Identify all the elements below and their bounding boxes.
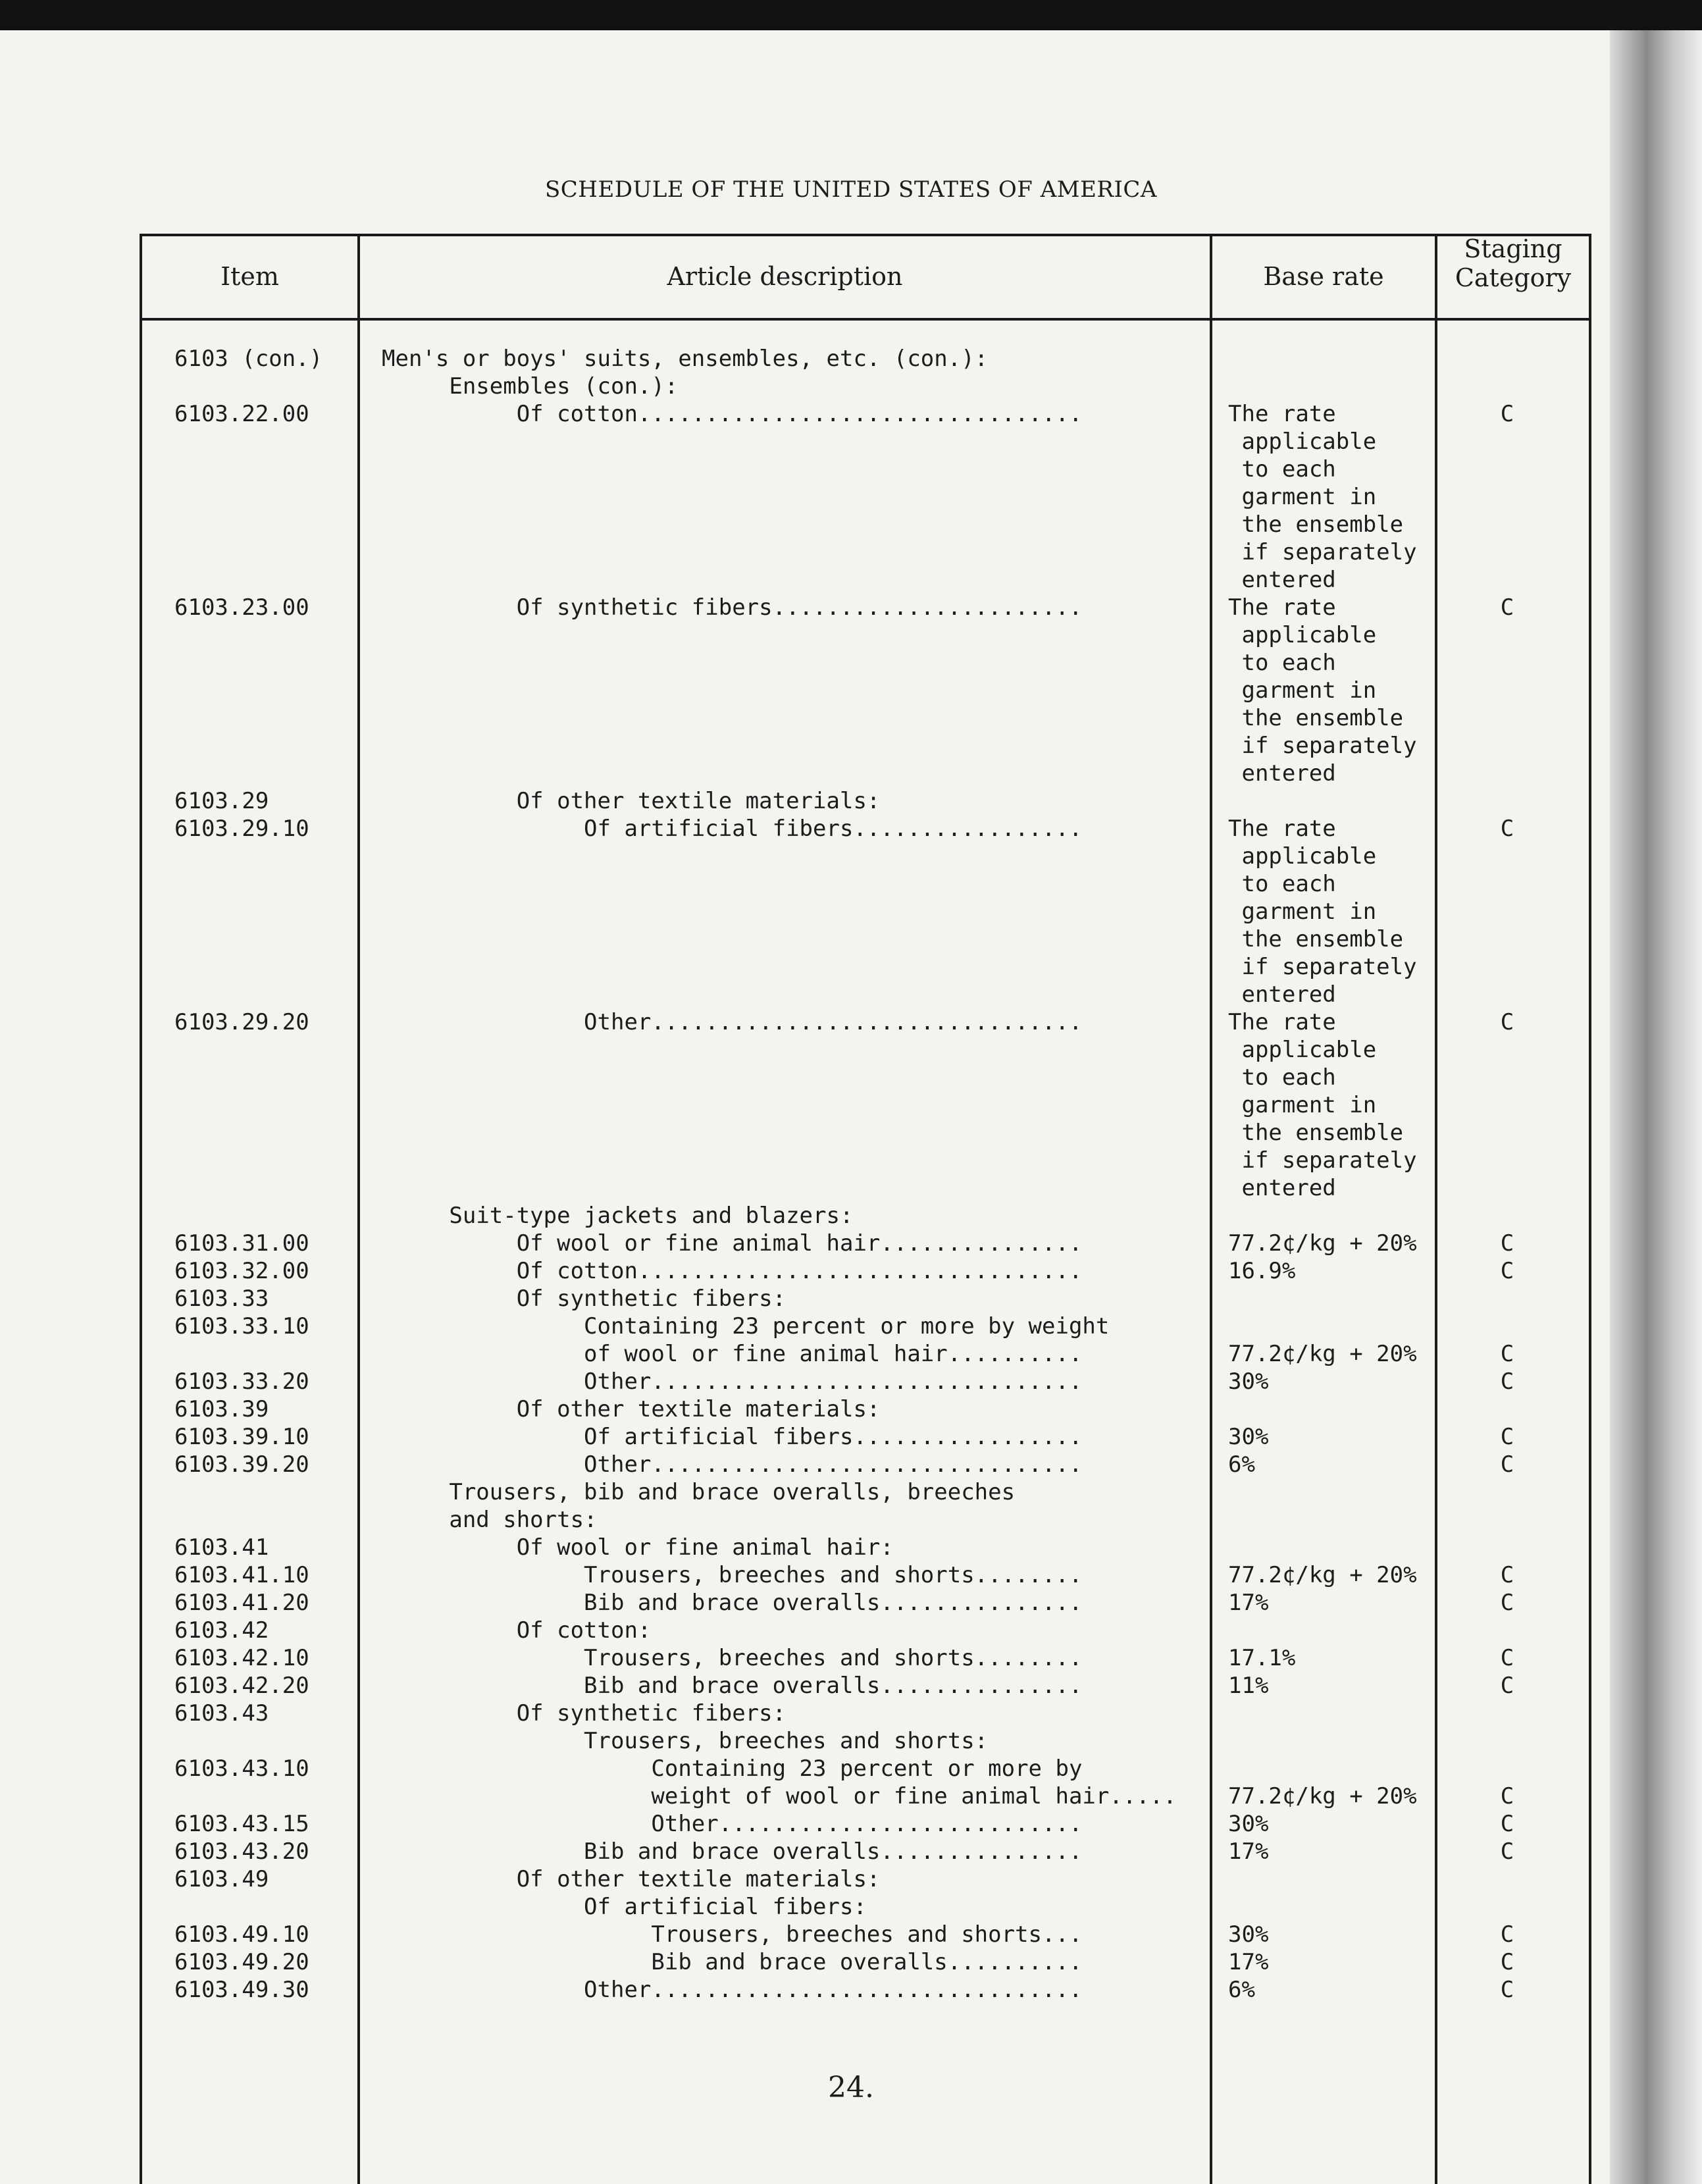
staging-category: C <box>1500 816 1514 842</box>
base-rate: 17.1% <box>1228 1645 1296 1671</box>
article-description: Bib and brace overalls............... <box>382 1673 1083 1699</box>
column-header-description: Article description <box>667 262 903 291</box>
base-rate: applicable <box>1228 622 1377 648</box>
staging-category: C <box>1500 1921 1514 1948</box>
base-rate: 30% <box>1228 1368 1269 1395</box>
base-rate: 30% <box>1228 1811 1269 1837</box>
base-rate: garment in <box>1228 898 1377 925</box>
table-row <box>0 1174 1610 1202</box>
base-rate: 30% <box>1228 1424 1269 1450</box>
table-row <box>0 1091 1610 1119</box>
table-row <box>0 1478 1610 1506</box>
article-description: Other................................ <box>382 1451 1083 1478</box>
article-description: Of cotton: <box>382 1617 652 1644</box>
base-rate: 77.2¢/kg + 20% <box>1228 1783 1417 1809</box>
base-rate: to each <box>1228 871 1336 897</box>
article-description: Of synthetic fibers: <box>382 1700 787 1727</box>
article-description: Of artificial fibers: <box>382 1894 867 1920</box>
staging-category: C <box>1500 1009 1514 1035</box>
staging-category: C <box>1500 594 1514 621</box>
table-row <box>0 1230 1610 1257</box>
article-description: Bib and brace overalls............... <box>382 1838 1083 1865</box>
table-row <box>0 1561 1610 1589</box>
article-description: and shorts: <box>382 1507 598 1533</box>
table-row <box>0 787 1610 815</box>
table-row <box>0 1285 1610 1313</box>
staging-category: C <box>1500 1424 1514 1450</box>
base-rate: 11% <box>1228 1673 1269 1699</box>
staging-category: C <box>1500 1645 1514 1671</box>
page-title: SCHEDULE OF THE UNITED STATES OF AMERICA <box>545 176 1157 203</box>
table-row <box>0 1064 1610 1091</box>
item-code: 6103.39.10 <box>174 1424 309 1450</box>
article-description: Of synthetic fibers....................... <box>382 594 1083 621</box>
staging-category: C <box>1500 1258 1514 1284</box>
table-row <box>0 1340 1610 1368</box>
base-rate: The rate <box>1228 594 1336 621</box>
article-description: Other................................ <box>382 1368 1083 1395</box>
table-row <box>0 1921 1610 1948</box>
item-code: 6103.33.10 <box>174 1313 309 1339</box>
article-description: Of cotton................................. <box>382 401 1083 427</box>
item-code: 6103.49.30 <box>174 1977 309 2003</box>
base-rate: if separately <box>1228 954 1417 980</box>
base-rate: 30% <box>1228 1921 1269 1948</box>
item-code: 6103.49.10 <box>174 1921 309 1948</box>
item-code: 6103.29.10 <box>174 816 309 842</box>
base-rate: 17% <box>1228 1590 1269 1616</box>
table-row <box>0 1755 1610 1782</box>
staging-category: C <box>1500 1811 1514 1837</box>
item-code: 6103.49 <box>174 1866 269 1892</box>
table-row <box>0 1589 1610 1617</box>
base-rate: The rate <box>1228 816 1336 842</box>
item-code: 6103.43 <box>174 1700 269 1727</box>
article-description: Of other textile materials: <box>382 788 881 814</box>
item-code: 6103.39.20 <box>174 1451 309 1478</box>
article-description: Of cotton................................. <box>382 1258 1083 1284</box>
table-row <box>0 1672 1610 1700</box>
article-description: Trousers, breeches and shorts: <box>382 1728 989 1754</box>
article-description: Other................................ <box>382 1977 1083 2003</box>
staging-category: C <box>1500 1562 1514 1588</box>
table-row <box>0 1838 1610 1865</box>
item-code: 6103.42.10 <box>174 1645 309 1671</box>
base-rate: applicable <box>1228 429 1377 455</box>
item-code: 6103.43.20 <box>174 1838 309 1865</box>
article-description: of wool or fine animal hair.......... <box>382 1341 1083 1367</box>
item-code: 6103.33.20 <box>174 1368 309 1395</box>
item-code: 6103.32.00 <box>174 1258 309 1284</box>
table-row <box>0 760 1610 787</box>
base-rate: applicable <box>1228 843 1377 870</box>
table-row <box>0 1423 1610 1451</box>
base-rate: the ensemble <box>1228 926 1404 952</box>
binding-edge <box>1610 30 1702 2184</box>
base-rate: 6% <box>1228 1451 1255 1478</box>
article-description: Bib and brace overalls.......... <box>382 1949 1083 1975</box>
staging-category: C <box>1500 1977 1514 2003</box>
table-row <box>0 1368 1610 1395</box>
table-row <box>0 843 1610 870</box>
article-description: Of wool or fine animal hair............... <box>382 1230 1083 1257</box>
table-row <box>0 1727 1610 1755</box>
base-rate: The rate <box>1228 401 1336 427</box>
table-row <box>0 925 1610 953</box>
item-code: 6103.41 <box>174 1534 269 1561</box>
base-rate: 6% <box>1228 1977 1255 2003</box>
table-row <box>0 898 1610 925</box>
staging-category: C <box>1500 401 1514 427</box>
table-row <box>0 511 1610 538</box>
base-rate: 77.2¢/kg + 20% <box>1228 1341 1417 1367</box>
table-row <box>0 1810 1610 1838</box>
staging-category: C <box>1500 1590 1514 1616</box>
table-row <box>0 1617 1610 1644</box>
article-description: Of other textile materials: <box>382 1866 881 1892</box>
table-row <box>0 455 1610 483</box>
staging-category: C <box>1500 1838 1514 1865</box>
base-rate: if separately <box>1228 539 1417 565</box>
base-rate: if separately <box>1228 1147 1417 1174</box>
table-row <box>0 815 1610 843</box>
item-code: 6103.42 <box>174 1617 269 1644</box>
column-header-base-rate: Base rate <box>1263 262 1384 291</box>
table-row <box>0 1313 1610 1340</box>
base-rate: the ensemble <box>1228 705 1404 731</box>
table-row <box>0 400 1610 428</box>
page-number: 24. <box>828 2071 874 2104</box>
article-description: Trousers, breeches and shorts........ <box>382 1562 1083 1588</box>
table-row <box>0 1782 1610 1810</box>
base-rate: entered <box>1228 1175 1336 1201</box>
staging-category: C <box>1500 1949 1514 1975</box>
table-row <box>0 1893 1610 1921</box>
base-rate: The rate <box>1228 1009 1336 1035</box>
table-row <box>0 1700 1610 1727</box>
base-rate: 16.9% <box>1228 1258 1296 1284</box>
base-rate: 77.2¢/kg + 20% <box>1228 1230 1417 1257</box>
table-row <box>0 1202 1610 1230</box>
staging-category: C <box>1500 1368 1514 1395</box>
item-code: 6103.49.20 <box>174 1949 309 1975</box>
base-rate: garment in <box>1228 677 1377 704</box>
item-code: 6103.31.00 <box>174 1230 309 1257</box>
item-code: 6103.43.10 <box>174 1755 309 1782</box>
item-code: 6103.43.15 <box>174 1811 309 1837</box>
table-row <box>0 428 1610 455</box>
base-rate: to each <box>1228 650 1336 676</box>
base-rate: garment in <box>1228 1092 1377 1118</box>
table-row <box>0 1865 1610 1893</box>
base-rate: to each <box>1228 1064 1336 1091</box>
article-description: Of wool or fine animal hair: <box>382 1534 894 1561</box>
base-rate: entered <box>1228 760 1336 787</box>
table-row <box>0 1506 1610 1534</box>
table-row <box>0 1008 1610 1036</box>
table-row <box>0 1395 1610 1423</box>
base-rate: 77.2¢/kg + 20% <box>1228 1562 1417 1588</box>
base-rate: the ensemble <box>1228 511 1404 538</box>
item-code: 6103.29.20 <box>174 1009 309 1035</box>
item-code: 6103.29 <box>174 788 269 814</box>
item-code: 6103.42.20 <box>174 1673 309 1699</box>
article-description: Other........................... <box>382 1811 1083 1837</box>
table-row <box>0 732 1610 760</box>
item-code: 6103.41.10 <box>174 1562 309 1588</box>
table-row <box>0 953 1610 981</box>
item-code: 6103.22.00 <box>174 401 309 427</box>
item-code: 6103 (con.) <box>174 346 323 372</box>
article-description: Containing 23 percent or more by <box>382 1755 1083 1782</box>
table-row <box>0 594 1610 621</box>
table-row <box>0 1119 1610 1147</box>
article-description: weight of wool or fine animal hair..... <box>382 1783 1177 1809</box>
item-code: 6103.39 <box>174 1396 269 1422</box>
base-rate: if separately <box>1228 733 1417 759</box>
article-description: Ensembles (con.): <box>382 373 679 400</box>
table-row <box>0 704 1610 732</box>
base-rate: applicable <box>1228 1037 1377 1063</box>
item-code: 6103.41.20 <box>174 1590 309 1616</box>
staging-header-line2: Category <box>1455 263 1572 292</box>
scan-top-border <box>0 0 1702 30</box>
article-description: Bib and brace overalls............... <box>382 1590 1083 1616</box>
table-row <box>0 1976 1610 2004</box>
article-description: Trousers, bib and brace overalls, breeches <box>382 1479 1016 1505</box>
base-rate: the ensemble <box>1228 1120 1404 1146</box>
staging-category: C <box>1500 1230 1514 1257</box>
column-header-staging <box>1437 234 1589 292</box>
table-row <box>0 1534 1610 1561</box>
staging-category: C <box>1500 1673 1514 1699</box>
article-description: Suit-type jackets and blazers: <box>382 1203 854 1229</box>
staging-category: C <box>1500 1783 1514 1809</box>
article-description: Of artificial fibers................. <box>382 816 1083 842</box>
article-description: Other................................ <box>382 1009 1083 1035</box>
table-row <box>0 677 1610 704</box>
table-row <box>0 1147 1610 1174</box>
table-row <box>0 483 1610 511</box>
article-description: Of artificial fibers................. <box>382 1424 1083 1450</box>
table-row <box>0 1257 1610 1285</box>
table-row <box>0 1948 1610 1976</box>
item-code: 6103.23.00 <box>174 594 309 621</box>
table-row <box>0 373 1610 400</box>
table-row <box>0 1644 1610 1672</box>
table-row <box>0 870 1610 898</box>
table-row <box>0 1451 1610 1478</box>
article-description: Containing 23 percent or more by weight <box>382 1313 1110 1339</box>
table-row <box>0 538 1610 566</box>
table-row <box>0 566 1610 594</box>
table-row <box>0 1036 1610 1064</box>
base-rate: 17% <box>1228 1838 1269 1865</box>
base-rate: garment in <box>1228 484 1377 510</box>
staging-header-line1: Staging <box>1464 234 1562 263</box>
table-row <box>0 345 1610 373</box>
article-description: Men's or boys' suits, ensembles, etc. (con.): <box>382 346 989 372</box>
staging-category: C <box>1500 1341 1514 1367</box>
table-row <box>0 621 1610 649</box>
table-row <box>0 981 1610 1008</box>
article-description: Trousers, breeches and shorts... <box>382 1921 1083 1948</box>
table-row <box>0 649 1610 677</box>
base-rate: to each <box>1228 456 1336 482</box>
article-description: Of synthetic fibers: <box>382 1286 787 1312</box>
column-header-item: Item <box>220 262 279 291</box>
base-rate: entered <box>1228 981 1336 1008</box>
item-code: 6103.33 <box>174 1286 269 1312</box>
base-rate: entered <box>1228 567 1336 593</box>
staging-category: C <box>1500 1451 1514 1478</box>
article-description: Trousers, breeches and shorts........ <box>382 1645 1083 1671</box>
base-rate: 17% <box>1228 1949 1269 1975</box>
article-description: Of other textile materials: <box>382 1396 881 1422</box>
